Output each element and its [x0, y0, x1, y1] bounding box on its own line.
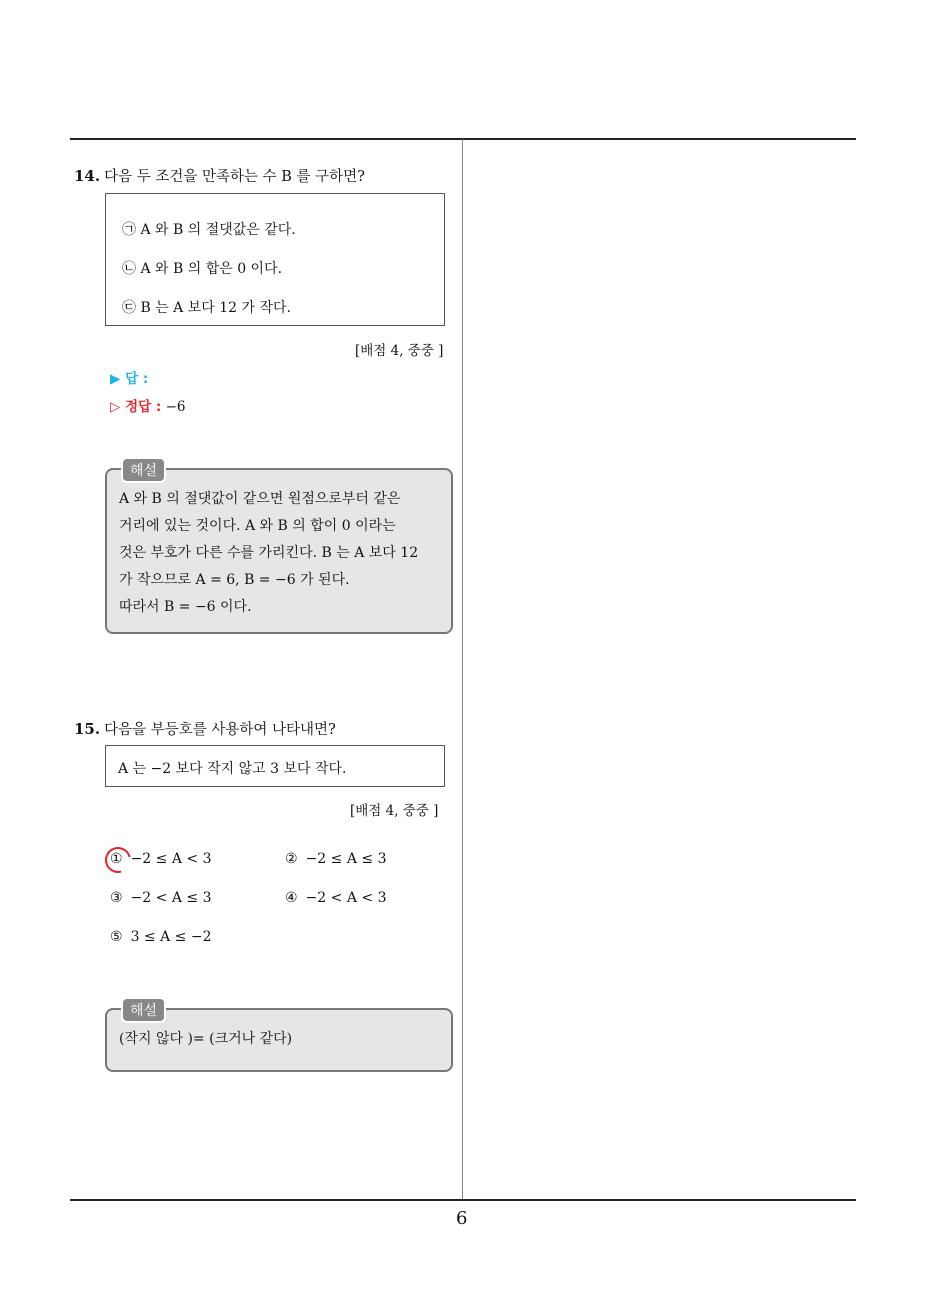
condition-1: ㉠ A 와 B 의 절댓값은 같다.	[122, 222, 296, 238]
choice-4[interactable]	[285, 890, 386, 906]
solution-line: 따라서 B = −6 이다.	[119, 599, 252, 615]
column-divider	[462, 139, 463, 1200]
correct-value: −6	[165, 399, 186, 415]
solution-line: 거리에 있는 것이다. A 와 B 의 합이 0 이라는	[119, 518, 396, 534]
choice-number: ④	[285, 890, 298, 906]
solution-tag: 해설	[121, 457, 166, 483]
page-number: 6	[456, 1208, 468, 1229]
question-number: 15.	[74, 720, 101, 738]
condition-2: ㉡ A 와 B 의 합은 0 이다.	[122, 261, 283, 277]
choice-text: −2 < A < 3	[305, 890, 387, 906]
solution-text	[119, 1026, 441, 1053]
bottom-rule	[70, 1199, 856, 1201]
statement-box	[105, 745, 445, 787]
solution-line: (작지 않다 )= (크거나 같다)	[119, 1031, 293, 1047]
answer-label: ▶ 답 :	[110, 371, 149, 387]
choice-number: ⑤	[110, 929, 123, 945]
solution-line: 가 작으므로 A = 6, B = −6 가 된다.	[119, 572, 350, 588]
top-rule	[70, 138, 856, 140]
solution-box-14	[105, 463, 453, 634]
conditions-box	[105, 193, 445, 326]
choice-5[interactable]	[110, 929, 211, 945]
correct-answer-line	[110, 395, 185, 415]
choice-1[interactable]	[110, 851, 211, 867]
choice-text: −2 ≤ A < 3	[130, 851, 212, 867]
solution-line: A 와 B 의 절댓값이 같으면 원점으로부터 같은	[119, 491, 401, 507]
solution-tag: 해설	[121, 997, 166, 1023]
choice-number: ②	[285, 851, 298, 867]
condition-3: ㉢ B 는 A 보다 12 가 작다.	[122, 300, 291, 316]
question-text: 다음 두 조건을 만족하는 수 B 를 구하면?	[104, 169, 365, 185]
question-number: 14.	[74, 167, 101, 185]
score-label: [배점 4, 중중 ]	[350, 803, 439, 819]
correct-label: ▷ 정답 :	[110, 399, 162, 415]
choice-text: −2 < A ≤ 3	[130, 890, 212, 906]
choice-number: ①	[110, 851, 123, 867]
solution-text	[119, 486, 441, 621]
question-15-header	[74, 718, 336, 739]
answer-line	[110, 367, 148, 387]
question-text: 다음을 부등호를 사용하여 나타내면?	[104, 722, 336, 738]
statement-text: A 는 −2 보다 작지 않고 3 보다 작다.	[118, 761, 347, 777]
question-14-header	[74, 165, 365, 186]
choice-2[interactable]	[285, 851, 386, 867]
choice-text: −2 ≤ A ≤ 3	[305, 851, 387, 867]
choice-text: 3 ≤ A ≤ −2	[130, 929, 212, 945]
solution-box-15	[105, 1003, 453, 1072]
choice-number: ③	[110, 890, 123, 906]
choice-3[interactable]	[110, 890, 211, 906]
score-label: [배점 4, 중중 ]	[355, 343, 444, 359]
solution-line: 것은 부호가 다른 수를 가리킨다. B 는 A 보다 12	[119, 545, 419, 561]
